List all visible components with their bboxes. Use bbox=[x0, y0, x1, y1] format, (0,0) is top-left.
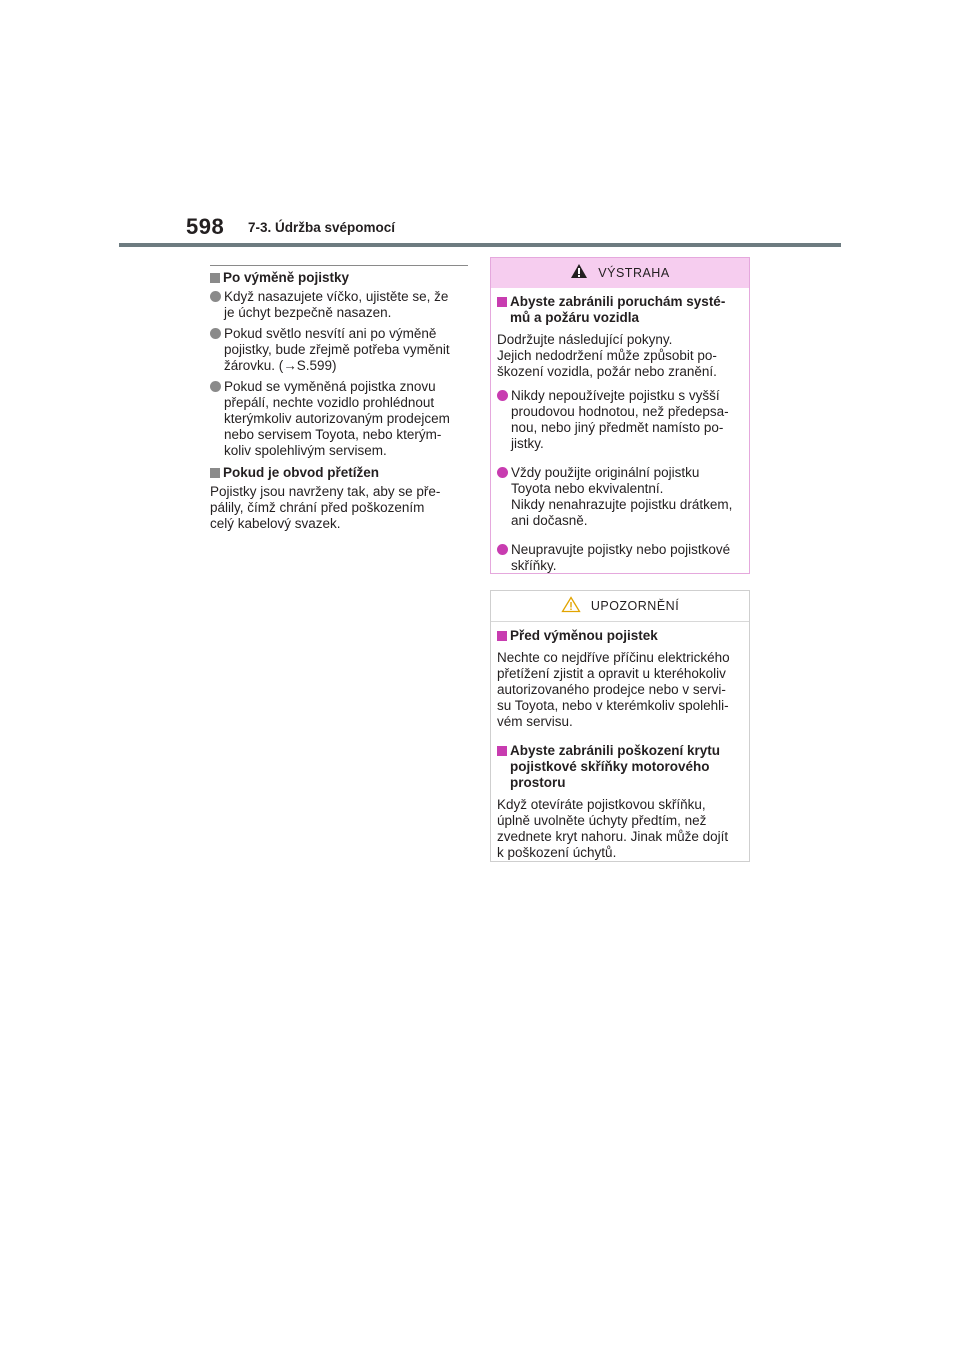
caution-heading: Abyste zabránili poškození krytu pojistkové skříňky motorového prostoru bbox=[497, 743, 743, 791]
section-title: 7-3. Údržba svépomocí bbox=[248, 220, 396, 235]
warning-triangle-icon bbox=[570, 263, 588, 283]
page-reference-link[interactable]: žárovku. (→S.599) bbox=[224, 358, 337, 373]
caution-box bbox=[490, 590, 750, 862]
page-header bbox=[0, 0, 960, 260]
square-bullet-icon bbox=[497, 297, 507, 307]
square-bullet-icon bbox=[497, 631, 507, 641]
section-heading-after-replacement bbox=[210, 270, 468, 286]
square-bullet-icon bbox=[210, 468, 220, 478]
round-bullet-icon bbox=[210, 291, 221, 302]
warning-heading: Abyste zabránili poruchám systé- mů a požáru vozidla bbox=[497, 294, 743, 326]
warning-box-body bbox=[491, 288, 749, 574]
caution-heading: Před výměnou pojistek bbox=[497, 628, 743, 644]
section-heading-overloaded-circuit bbox=[210, 465, 468, 481]
page-number: 598 bbox=[186, 214, 225, 239]
header-rule bbox=[119, 243, 841, 247]
caution-box-body bbox=[491, 622, 749, 861]
warning-title: VÝSTRAHA bbox=[598, 266, 670, 280]
bullet-item: Pokud světlo nesvítí ani po výměně pojistky, bude zřejmě potřeba vyměnit žárovku. (→S.599) bbox=[210, 326, 468, 374]
bullet-item: Pokud se vyměněná pojistka znovu přepálí, nechte vozidlo prohlédnout kterýmkoliv autorizovaným prodejcem nebo servisem Toyota, nebo kterým- koliv spolehlivým servisem. bbox=[210, 379, 468, 459]
round-bullet-icon bbox=[210, 328, 221, 339]
caution-triangle-icon bbox=[561, 596, 581, 617]
bullet-item: Když nasazujete víčko, ujistěte se, že je úchyt bezpečně nasazen. bbox=[210, 289, 468, 321]
heading-text: Po výměně pojistky bbox=[223, 270, 350, 285]
warning-box-header bbox=[491, 258, 749, 288]
paragraph: Pojistky jsou navrženy tak, aby se pře- pálily, čímž chrání před poškozením celý kabelový svazek. bbox=[210, 484, 441, 531]
warning-box bbox=[490, 257, 750, 574]
heading-text: Pokud je obvod přetížen bbox=[223, 465, 380, 480]
bullet-item: Vždy použijte originální pojistku Toyota nebo ekvivalentní. Nikdy nenahrazujte pojistku drátkem, ani dočasně. bbox=[497, 465, 743, 529]
bullet-item: Neupravujte pojistky nebo pojistkové skříňky. bbox=[497, 542, 743, 574]
square-bullet-icon bbox=[497, 746, 507, 756]
bullet-item: Nikdy nepoužívejte pojistku s vyšší proudovou hodnotou, než předepsa- nou, nebo jiný předmět namísto po- jistky. bbox=[497, 388, 743, 452]
round-bullet-icon bbox=[210, 381, 221, 392]
caution-title: UPOZORNĚNÍ bbox=[590, 599, 680, 613]
round-bullet-icon bbox=[497, 544, 508, 555]
round-bullet-icon bbox=[497, 390, 508, 401]
paragraph: Když otevíráte pojistkovou skříňku, úplně uvolněte úchyty předtím, než zvednete kryt nahoru. Jinak může dojít k poškození úchytů. bbox=[497, 797, 729, 860]
left-column bbox=[210, 265, 468, 540]
paragraph: Nechte co nejdříve příčinu elektrického přetížení zjistit a opravit u kteréhokoliv autorizovaného prodejce nebo v servi- su Toyota, nebo v kterémkoliv spolehli- vém servisu. bbox=[497, 650, 730, 729]
square-bullet-icon bbox=[210, 273, 220, 283]
paragraph: Dodržujte následující pokyny. Jejich nedodržení může způsobit po- škození vozidla, požár nebo zranění. bbox=[497, 332, 717, 379]
round-bullet-icon bbox=[497, 467, 508, 478]
caution-box-header bbox=[491, 591, 749, 622]
